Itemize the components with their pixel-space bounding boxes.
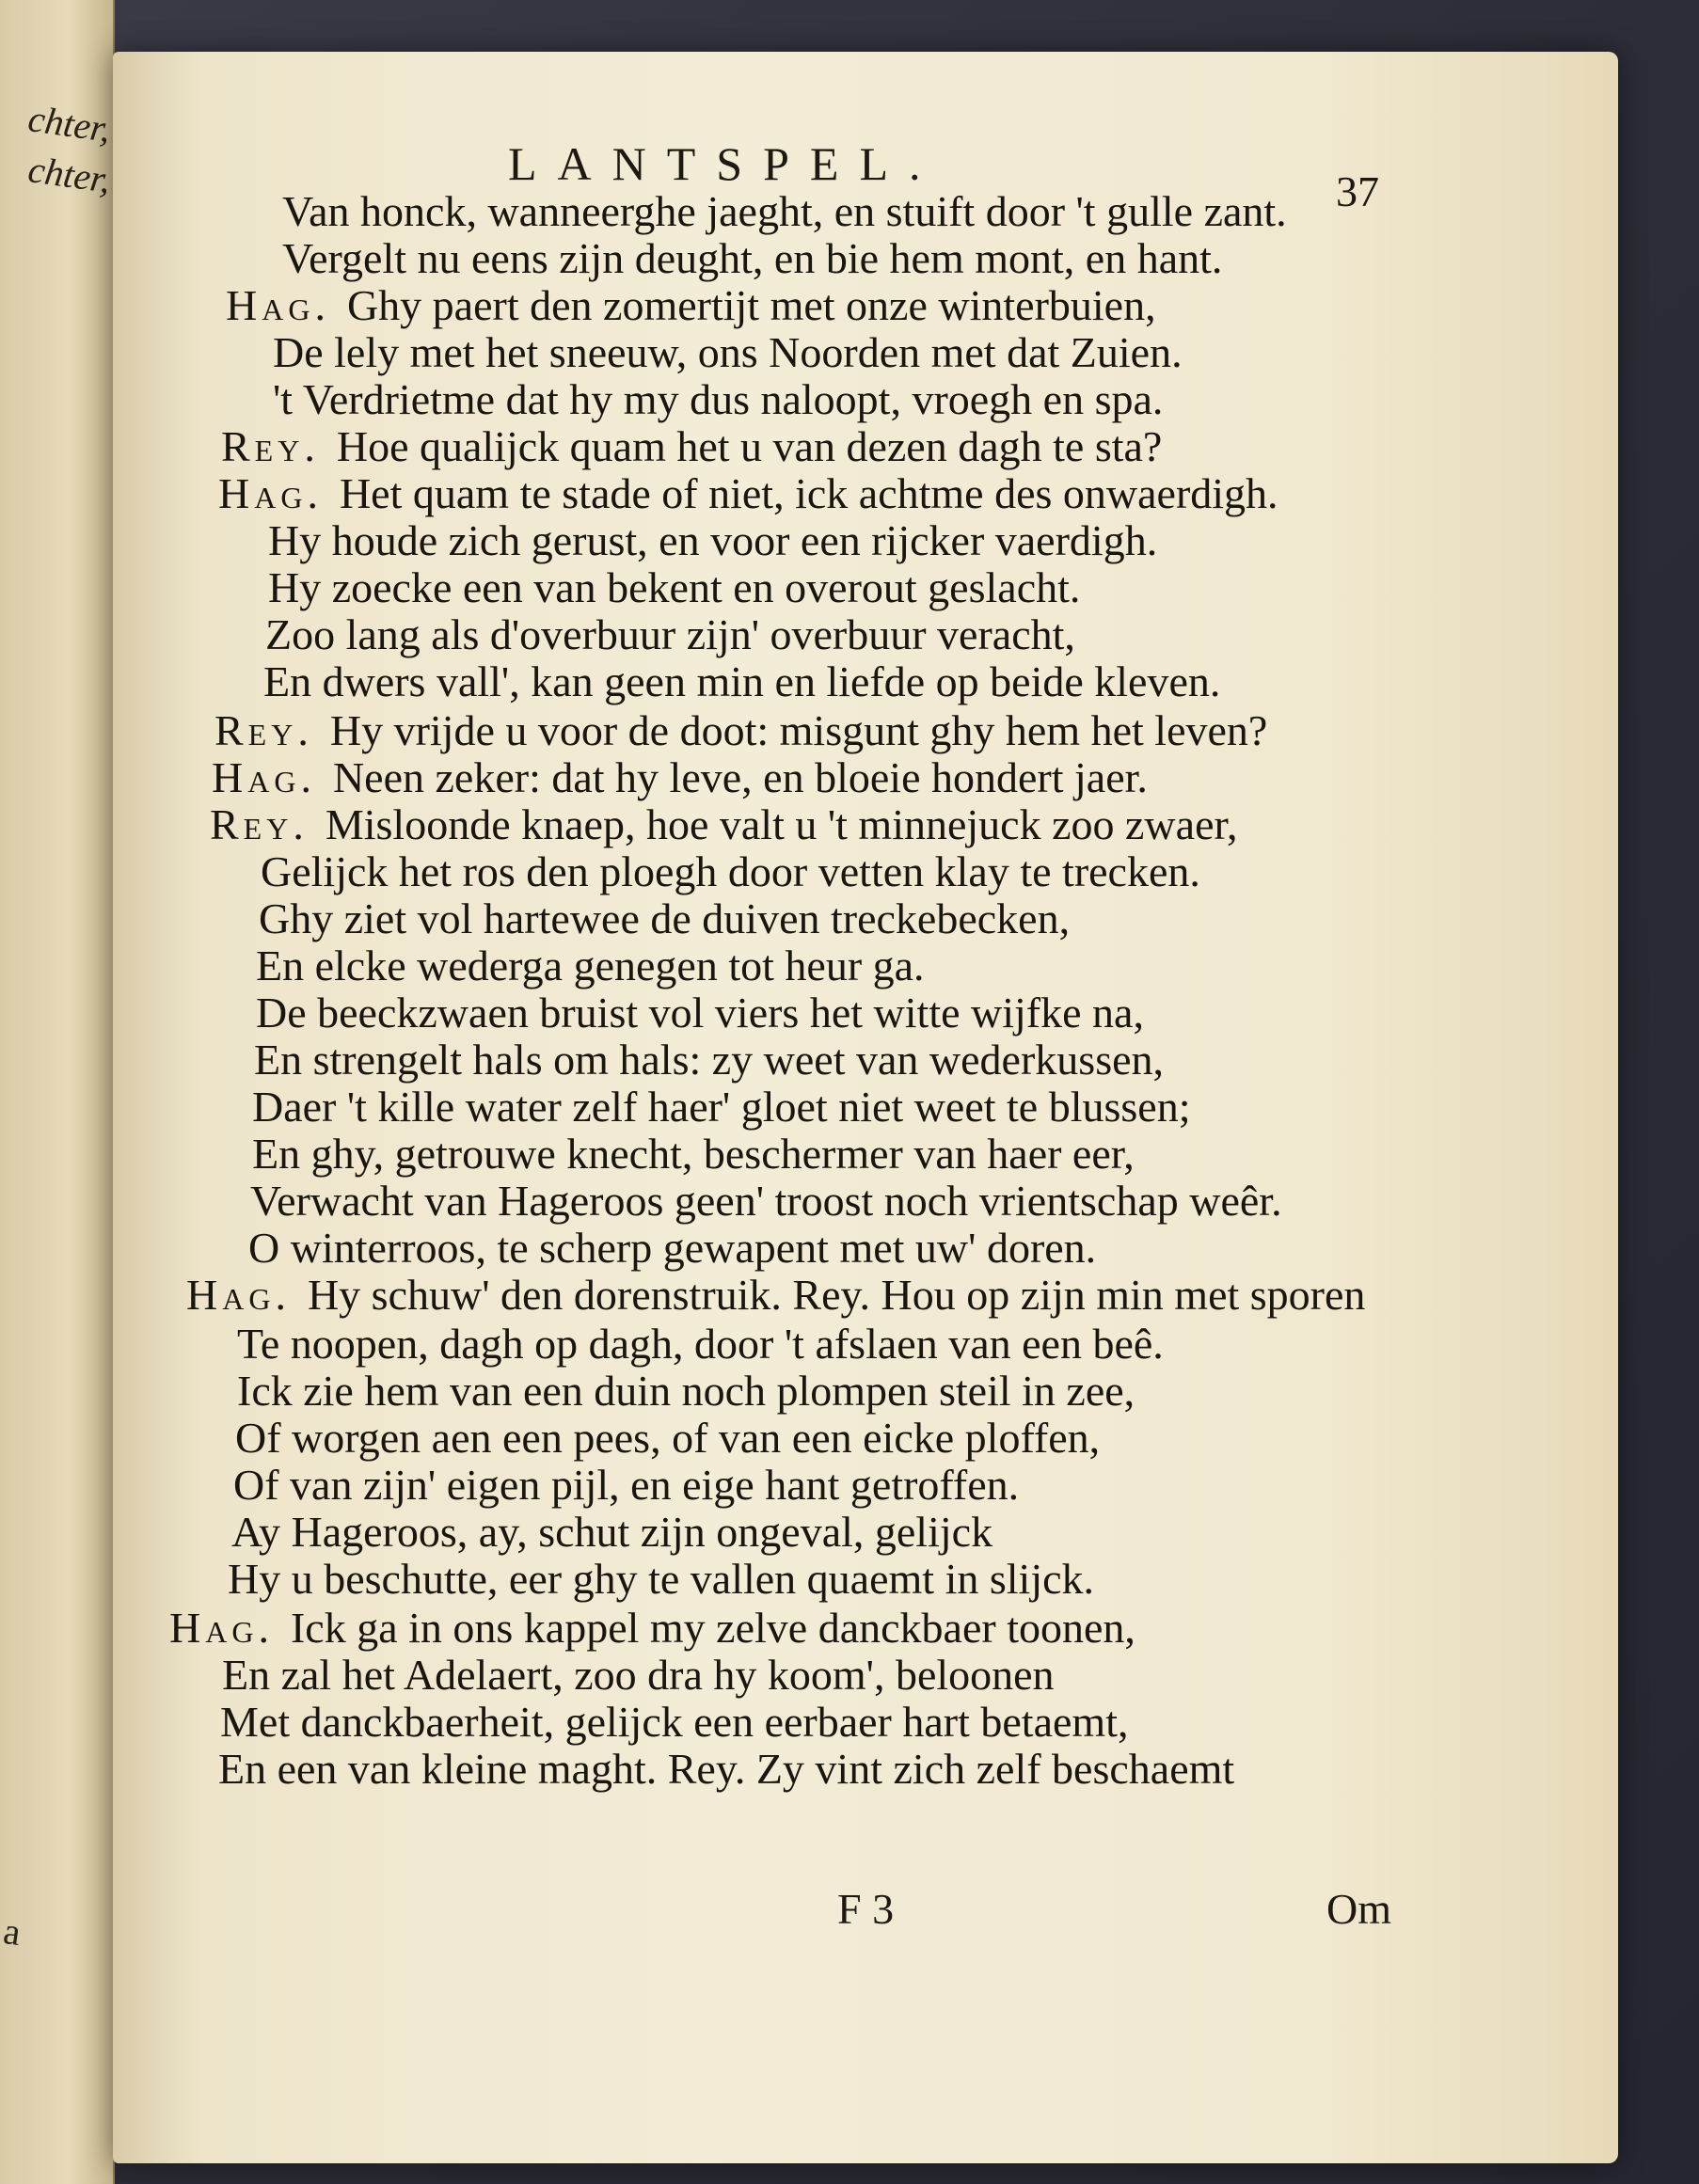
- verse-line-text: Van honck, wanneerghe jaeght, en stuift door 't gulle zant.: [282, 187, 1287, 235]
- speaker-name: Hag.: [169, 1604, 274, 1652]
- left-page-fragment: chter,: [25, 148, 114, 201]
- verse-line-text: 't Verdrietme dat hy my dus naloopt, vroegh en spa.: [273, 375, 1164, 423]
- verse-line-text: Hy schuw' den dorenstruik. Rey. Hou op zijn min met sporen: [307, 1271, 1366, 1319]
- verse-line-text: De lely met het sneeuw, ons Noorden met dat Zuien.: [273, 328, 1183, 376]
- verse-line-text: Ghy paert den zomertijt met onze winterbuien,: [346, 281, 1156, 329]
- verse-line: [252, 1131, 1135, 1178]
- verse-line: [248, 1225, 1096, 1272]
- verse-line-text: Het quam te stade of niet, ick achtme des onwaerdigh.: [339, 469, 1278, 517]
- speaker-name: Hag.: [212, 753, 316, 801]
- verse-line-text: Vergelt nu eens zijn deught, en bie hem mont, en hant.: [282, 234, 1223, 282]
- verse-line: [218, 470, 1278, 517]
- verse-line-text: Met danckbaerheit, gelijck een eerbaer hart betaemt,: [220, 1698, 1129, 1746]
- verse-line: [214, 707, 1267, 754]
- verse-line: [261, 848, 1200, 895]
- speaker-name: Rey.: [210, 800, 309, 848]
- verse-line: [169, 1605, 1135, 1652]
- verse-line-text: Ghy ziet vol hartewee de duiven treckebecken,: [259, 894, 1071, 942]
- verse-line-text: En dwers vall', kan geen min en liefde op beide kleven.: [263, 657, 1221, 705]
- speaker-name: Hag.: [226, 281, 330, 329]
- verse-line: [256, 989, 1144, 1037]
- verse-line: [221, 423, 1162, 470]
- verse-line: [233, 1462, 1019, 1509]
- speaker-name: Hag.: [186, 1271, 291, 1319]
- verse-line: [237, 1321, 1164, 1368]
- verse-line: [218, 1746, 1234, 1793]
- verse-line-text: En elcke wederga genegen tot heur ga.: [256, 942, 925, 989]
- verse-line-text: Zoo lang als d'overbuur zijn' overbuur veracht,: [265, 610, 1075, 658]
- verse-line-text: En zal het Adelaert, zoo dra hy koom', beloonen: [222, 1651, 1055, 1699]
- verse-line: [222, 1652, 1055, 1699]
- verse-line: [256, 942, 925, 989]
- verse-line: [220, 1699, 1128, 1746]
- left-page-fragment: chter,: [25, 97, 114, 150]
- verse-line: [237, 1368, 1135, 1415]
- page-number: 37: [1336, 167, 1379, 215]
- verse-line: [228, 1556, 1094, 1603]
- speaker-name: Rey.: [221, 422, 320, 470]
- verse-line: [235, 1415, 1100, 1462]
- verse-line: [282, 235, 1222, 282]
- left-page-fragment: a: [0, 1908, 24, 1955]
- verse-line-text: En strengelt hals om hals: zy weet van wederkussen,: [254, 1036, 1165, 1084]
- verse-line-text: Hy zoecke een van bekent en overout geslacht.: [268, 563, 1081, 611]
- verse-line-text: Gelijck het ros den ploegh door vetten klay te trecken.: [261, 847, 1200, 895]
- verse-line-text: Hy houde zich gerust, en voor een rijcker vaerdigh.: [268, 516, 1158, 564]
- verse-line: [265, 611, 1075, 658]
- verse-line-text: Neen zeker: dat hy leve, en bloeie hondert jaer.: [332, 753, 1148, 801]
- running-head: LANTSPEL.: [508, 137, 942, 190]
- verse-line: [186, 1272, 1365, 1319]
- verse-line: [273, 329, 1183, 376]
- verse-line: [263, 658, 1220, 705]
- verse-line: [268, 564, 1080, 611]
- verse-line-text: Misloonde knaep, hoe valt u 't minnejuck zoo zwaer,: [325, 800, 1238, 848]
- verse-line: [210, 801, 1237, 848]
- verse-line-text: O winterroos, te scherp gewapent met uw' doren.: [248, 1224, 1097, 1272]
- verse-line: [250, 1178, 1282, 1225]
- verse-line-text: Ick ga in ons kappel my zelve danckbaer toonen,: [290, 1604, 1135, 1652]
- verse-line-text: Verwacht van Hageroos geen' troost noch vrientschap weêr.: [250, 1177, 1282, 1225]
- previous-page-edge: [0, 0, 115, 2184]
- verse-line: [259, 895, 1070, 942]
- verse-line: [231, 1509, 992, 1556]
- verse-line: [282, 188, 1287, 235]
- verse-line-text: Of worgen aen een pees, of van een eicke ploffen,: [235, 1414, 1101, 1462]
- verse-line-text: En een van kleine maght. Rey. Zy vint zich zelf beschaemt: [218, 1745, 1235, 1793]
- signature-mark: F 3: [837, 1885, 895, 1933]
- book-page: [113, 52, 1618, 2163]
- verse-line: [212, 754, 1148, 801]
- verse-line-text: Hoe qualijck quam het u van dezen dagh te sta?: [336, 422, 1163, 470]
- verse-line: [252, 1084, 1191, 1131]
- speaker-name: Hag.: [218, 469, 323, 517]
- verse-line: [268, 517, 1157, 564]
- verse-line-text: Daer 't kille water zelf haer' gloet niet weet te blussen;: [252, 1083, 1191, 1131]
- verse-line: [226, 282, 1156, 329]
- verse-line-text: Ay Hageroos, ay, schut zijn ongeval, gelijck: [231, 1508, 993, 1556]
- verse-line: [254, 1037, 1164, 1084]
- verse-line: [273, 376, 1163, 423]
- verse-line-text: Of van zijn' eigen pijl, en eige hant getroffen.: [233, 1461, 1020, 1509]
- verse-line-text: En ghy, getrouwe knecht, beschermer van haer eer,: [252, 1130, 1135, 1178]
- verse-line-text: Hy u beschutte, eer ghy te vallen quaemt in slijck.: [228, 1555, 1095, 1603]
- verse-line-text: Ick zie hem van een duin noch plompen steil in zee,: [237, 1367, 1135, 1415]
- catchword: Om: [1326, 1885, 1391, 1933]
- verse-line-text: Te noopen, dagh op dagh, door 't afslaen van een beê.: [237, 1320, 1164, 1368]
- verse-line-text: Hy vrijde u voor de doot: misgunt ghy hem het leven?: [329, 706, 1268, 754]
- verse-line-text: De beeckzwaen bruist vol viers het witte wijfke na,: [256, 989, 1144, 1037]
- speaker-name: Rey.: [214, 706, 313, 754]
